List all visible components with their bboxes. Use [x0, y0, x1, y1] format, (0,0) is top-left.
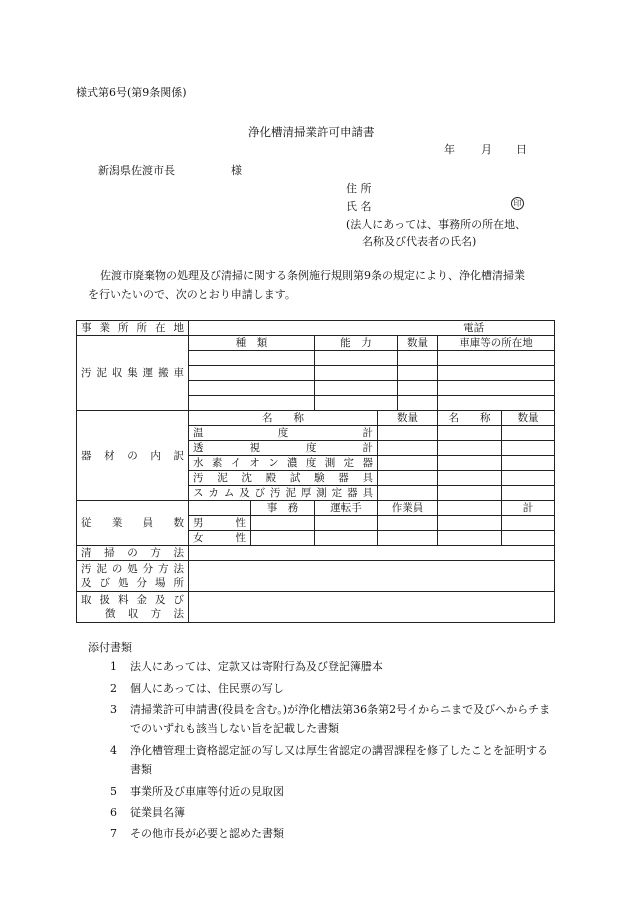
attachment-number: 3	[110, 703, 117, 716]
equipment-header-row	[77, 411, 555, 426]
equipment-item: 水素イオン濃度測定器	[189, 456, 378, 471]
equipment-count2-header: 数量	[502, 411, 555, 426]
equipment-item: 透視度計	[189, 441, 378, 456]
address-label: 住 所	[346, 182, 372, 195]
employees-label: 従業員数	[77, 501, 189, 546]
disposal-label-line2: 及び処分場所	[81, 577, 184, 589]
cleaning-method-row	[77, 546, 555, 561]
disposal-label-line1: 汚泥の処分方法	[81, 563, 184, 575]
attachment-number: 4	[110, 744, 117, 757]
male-label: 男 性	[189, 516, 251, 531]
employee-total-header: 計	[502, 501, 555, 516]
fee-row	[77, 592, 555, 623]
fee-label-line1: 取扱料金及び	[81, 594, 184, 606]
attachment-item	[110, 679, 560, 698]
attachments-heading: 添付書類	[88, 641, 132, 654]
fee-label	[77, 592, 189, 623]
employee-driver-header: 運転手	[315, 501, 378, 516]
disposal-row	[77, 561, 555, 592]
attachment-text: 清掃業許可申請書(役員を含む。)が浄化槽法第36条第2号イからニまで及びへからチまでのいずれも該当しない旨を記載した書類	[130, 703, 551, 735]
disposal-label	[77, 561, 189, 592]
name-label: 氏 名	[346, 200, 372, 213]
vehicle-capacity-header: 能 力	[315, 336, 398, 351]
employee-office-header: 事 務	[251, 501, 315, 516]
attachment-text: 浄化槽管理士資格認定証の写し又は厚生省認定の講習課程を修了したことを証明する書類	[130, 744, 548, 776]
attachment-number: 6	[110, 806, 117, 819]
attachment-item	[110, 657, 560, 676]
attachment-number: 2	[110, 682, 117, 695]
attachment-number: 5	[110, 785, 117, 798]
office-row	[77, 321, 555, 336]
employee-worker-header: 作業員	[378, 501, 438, 516]
vehicle-count-header: 数量	[398, 336, 438, 351]
attachment-item	[110, 803, 560, 822]
application-table	[76, 320, 555, 623]
seal-mark: 印	[511, 197, 524, 210]
applicant-note-line1: (法人にあっては、事務所の所在地、	[346, 218, 527, 231]
form-number: 様式第6号(第9条関係)	[76, 86, 187, 99]
attachment-item	[110, 700, 560, 738]
date-year-label: 年	[444, 143, 455, 156]
attachment-number: 1	[110, 660, 117, 673]
equipment-label: 器材の内訳	[77, 411, 189, 501]
attachment-text: 法人にあっては、定款又は寄附行為及び登記簿謄本	[130, 660, 383, 673]
equipment-item: スカム及び汚泥厚測定器具	[189, 486, 378, 501]
attachment-item	[110, 824, 560, 843]
page-title: 浄化槽清掃業許可申請書	[248, 125, 375, 139]
employee-header-row	[77, 501, 555, 516]
attachment-text: その他市長が必要と認めた書類	[130, 827, 284, 840]
vehicles-label: 汚泥収集運搬車	[77, 336, 189, 411]
office-location-label: 事業所所在地	[77, 321, 189, 336]
addressee: 新潟県佐渡市長	[98, 164, 175, 177]
attachment-number: 7	[110, 827, 117, 840]
vehicle-garage-header: 車庫等の所在地	[438, 336, 555, 351]
applicant-note-line2: 名称及び代表者の氏名)	[362, 235, 477, 248]
cleaning-method-label: 清掃の方法	[77, 546, 189, 561]
intro-line2: を行いたいので、次のとおり申請します。	[88, 288, 296, 301]
female-label: 女 性	[189, 531, 251, 546]
attachment-text: 個人にあっては、住民票の写し	[130, 682, 284, 695]
equipment-name2-header: 名 称	[438, 411, 502, 426]
equipment-item: 温度計	[189, 426, 378, 441]
phone-label: 電話	[189, 321, 555, 336]
date-day-label: 日	[516, 143, 527, 156]
equipment-count-header: 数量	[378, 411, 438, 426]
vehicle-type-header: 種 類	[189, 336, 315, 351]
attachment-item	[110, 782, 560, 801]
equipment-name-header: 名 称	[189, 411, 378, 426]
equipment-item: 汚泥沈殿試験器具	[189, 471, 378, 486]
intro-line1: 佐渡市廃棄物の処理及び清掃に関する条例施行規則第9条の規定により、浄化槽清掃業	[100, 269, 525, 282]
attachment-text: 事業所及び車庫等付近の見取図	[130, 785, 284, 798]
attachment-text: 従業員名簿	[130, 806, 185, 819]
date-month-label: 月	[481, 143, 492, 156]
vehicle-header-row	[77, 336, 555, 351]
addressee-suffix: 様	[231, 164, 242, 177]
fee-label-line2: 徴収方法	[105, 608, 184, 620]
attachment-item	[110, 741, 560, 779]
